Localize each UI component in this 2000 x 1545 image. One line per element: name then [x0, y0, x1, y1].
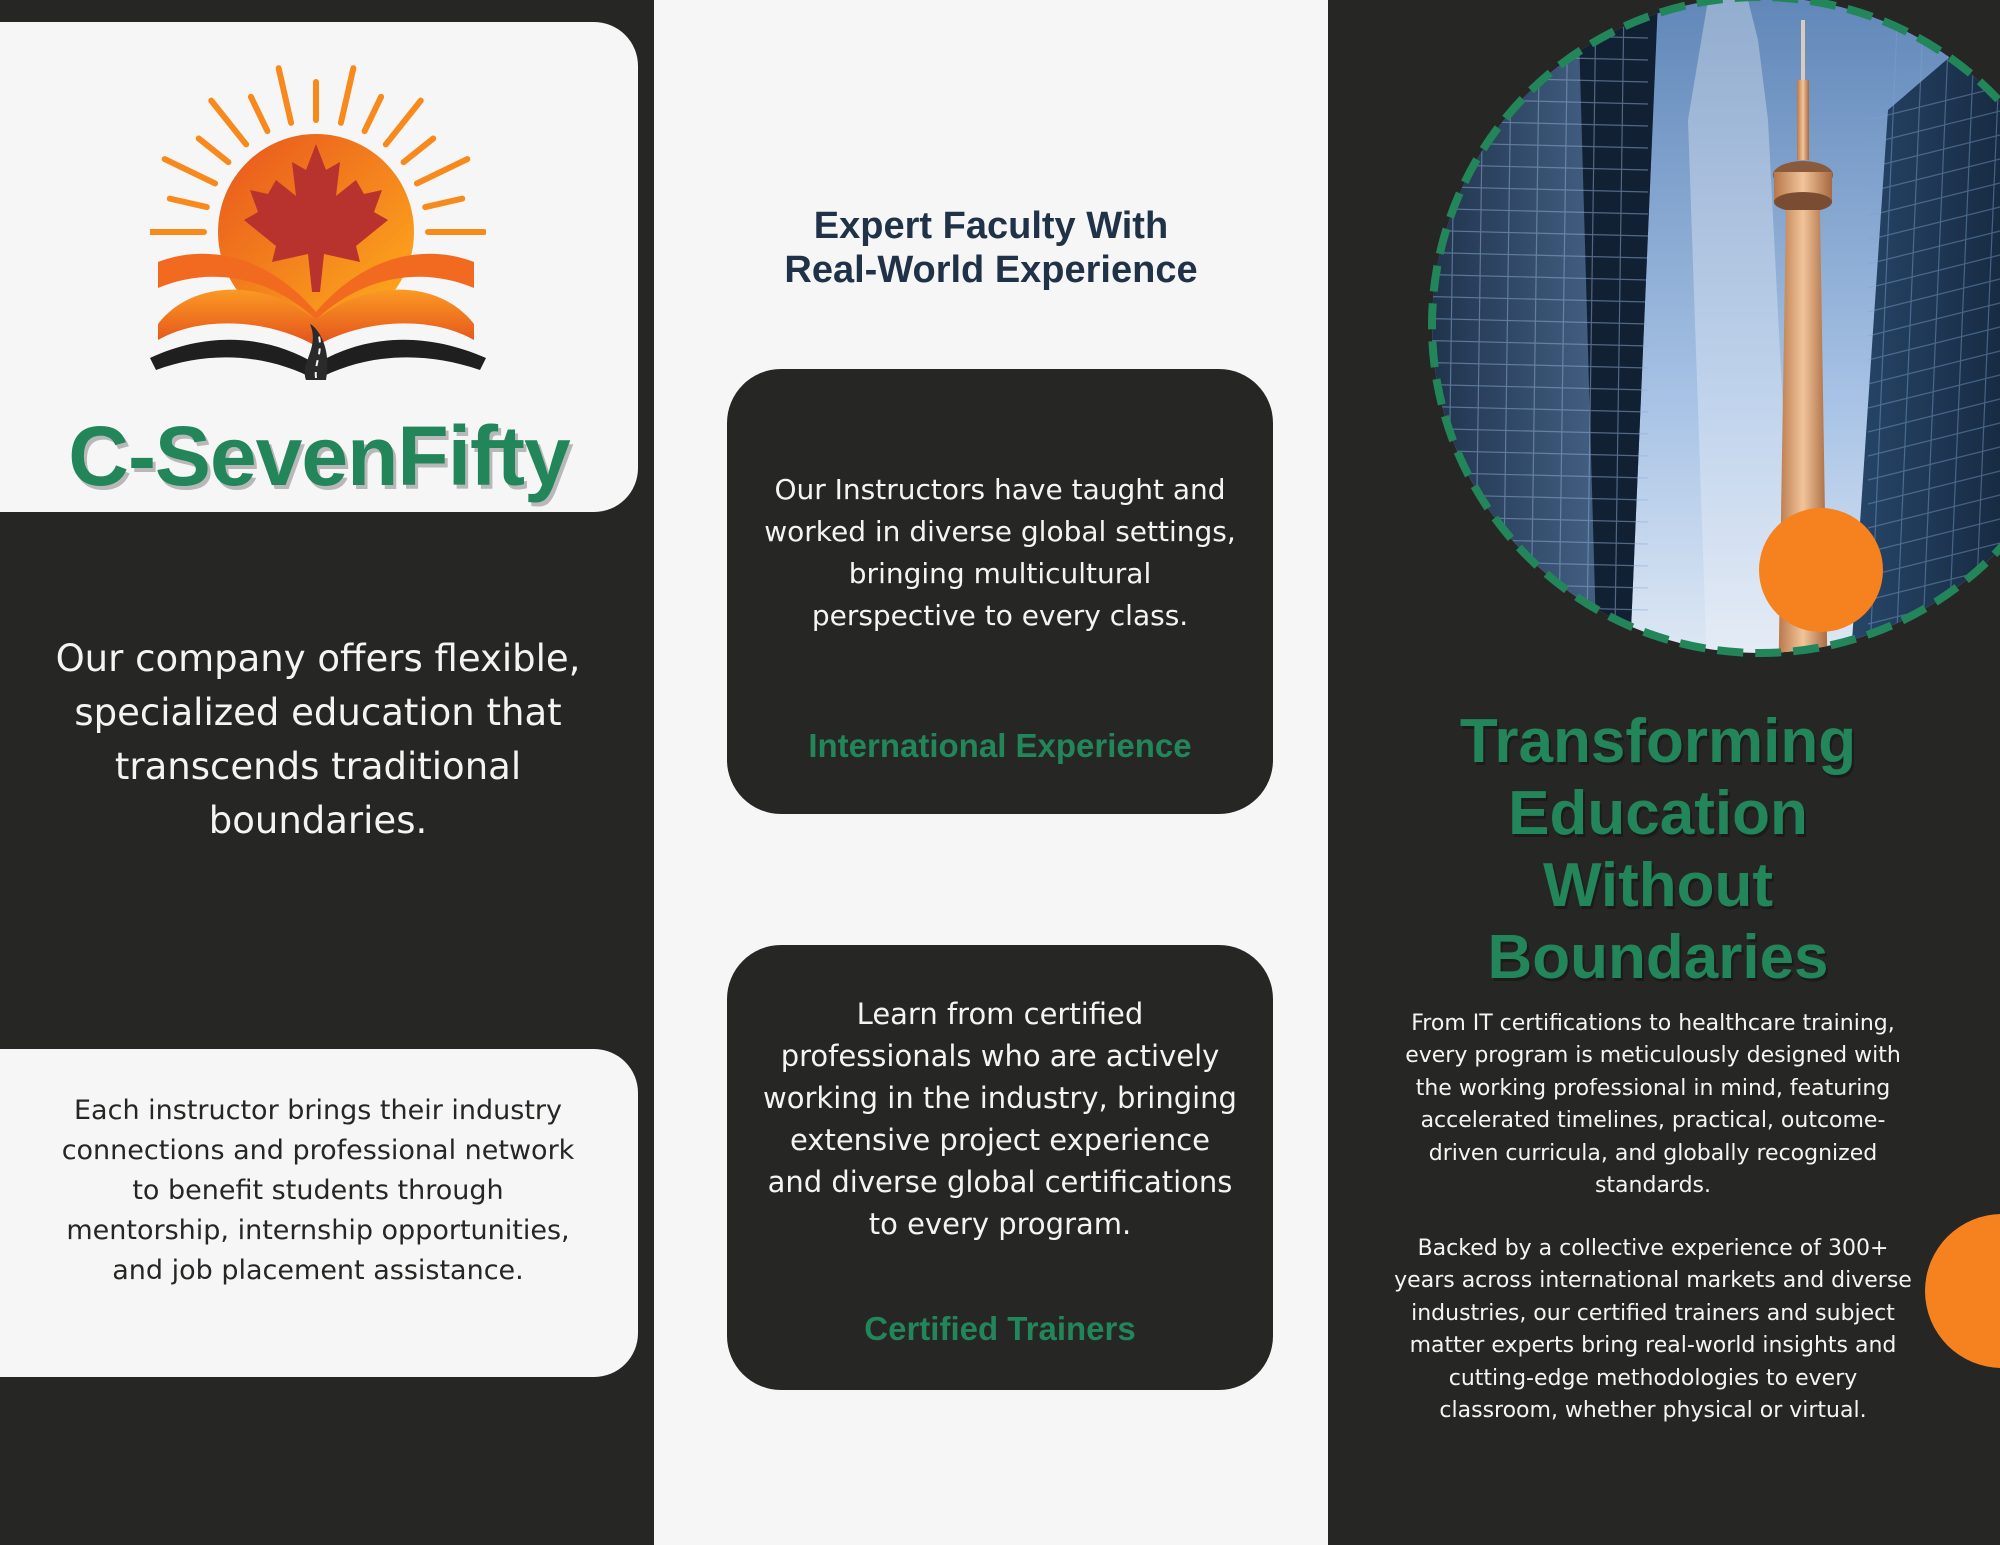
intro-text: Our company offers flexible, specialized education that transcends traditional boundaries. — [55, 637, 581, 842]
logo-card — [0, 22, 638, 512]
main-heading-line: Boundaries — [1487, 923, 1829, 992]
faculty-heading-line1: Expert Faculty With — [813, 205, 1169, 247]
card-title: Certified Trainers — [864, 1310, 1136, 1347]
orange-accent-circle — [1925, 1214, 2000, 1368]
programs-paragraph: From IT certifications to healthcare training, every program is meticulously designed with the working professional in mind, featuring accelerated timelines, practical, outcome-driven curricula, and globally recognized standards. — [1405, 1011, 1901, 1199]
middle-panel — [654, 0, 1328, 1545]
right-panel — [1328, 0, 2000, 1545]
certified-trainers-card — [727, 945, 1273, 1390]
instructor-network-text: Each instructor brings their industry connections and professional network to benefit students through mentorship, internship opportunities, and job placement assistance. — [61, 1095, 575, 1286]
brand-name: C-SevenFifty — [68, 409, 570, 503]
card-title: International Experience — [808, 727, 1192, 764]
main-heading — [1428, 706, 1888, 994]
instructor-network-card — [0, 1049, 638, 1377]
orange-accent-dot — [1759, 508, 1883, 632]
main-heading-line: Transforming — [1459, 707, 1857, 776]
main-heading-line: Education — [1508, 779, 1808, 848]
left-panel — [0, 0, 654, 1545]
main-heading-line: Without — [1542, 851, 1774, 920]
sun-maple-leaf-book-road-logo-icon — [150, 62, 486, 402]
faculty-heading-line2: Real-World Experience — [784, 249, 1198, 291]
cn-tower-photo-icon — [1328, 0, 2000, 680]
faculty-heading — [654, 204, 1328, 292]
experience-paragraph: Backed by a collective experience of 300+ years across international markets and diverse industries, our certified trainers and subject matter experts bring real-world insights and cutting-edge methodologies to every classroom, whether physical or virtual. — [1394, 1236, 1912, 1424]
card-body: Our Instructors have taught and worked in diverse global settings, bringing multicultural perspective to every class. — [764, 473, 1236, 632]
international-experience-card — [727, 369, 1273, 814]
card-body: Learn from certified professionals who are actively working in the industry, bringing extensive project experience and diverse global certifications to every program. — [763, 997, 1237, 1241]
